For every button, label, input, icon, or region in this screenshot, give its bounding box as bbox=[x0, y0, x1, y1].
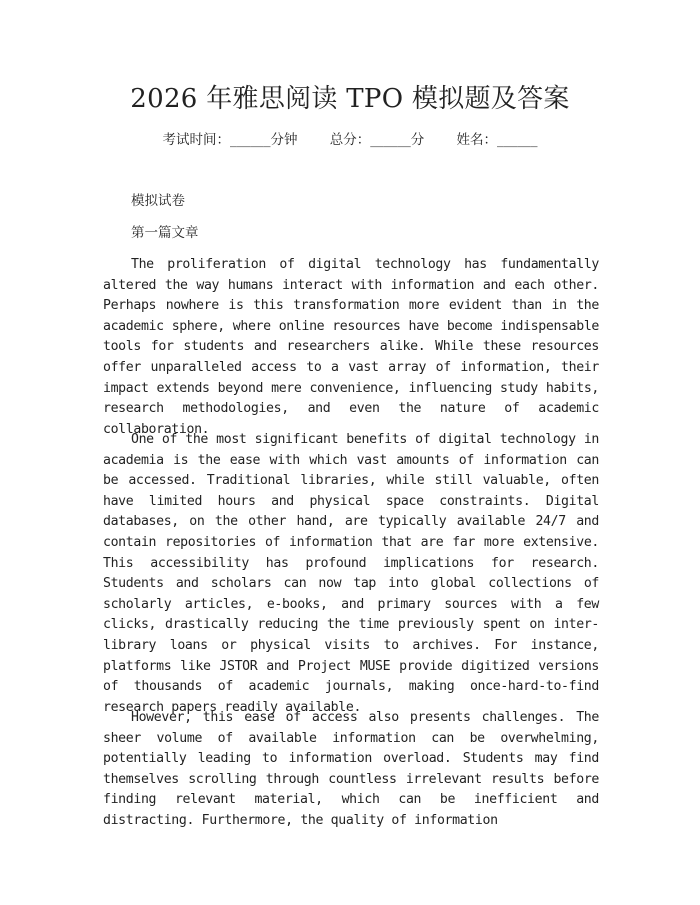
passage-paragraph-2: One of the most significant benefits of digital technology in academia is the ease with which vast amounts of information can be accessed. Traditional libraries, while still valuable, often have limited hours and physical space constraints. Digital databases, on the other hand, are typically available 24/7 and contain repositories of information that are far more extensive. This accessibility has profound implications for research. Students and scholars can now tap into global collections of scholarly articles, e-books, and primary sources with a few clicks, drastically reducing the time previously spent on inter-library loans or physical visits to archives. For instance, platforms like JSTOR and Project MUSE provide digitized versions of thousands of academic journals, making once-hard-to-find research papers readily available. bbox=[103, 432, 599, 715]
section-heading: 模拟试卷 bbox=[131, 193, 185, 209]
passage-paragraph-1: The proliferation of digital technology has fundamentally altered the way humans interact with information and each other. Perhaps nowhere is this transformation more evident than in the academic sphere, where online resources have become indispensable tools for students and researchers alike. While these resources offer unparalleled access to a vast array of information, their impact extends beyond mere convenience, influencing study habits, research methodologies, and even the nature of academic collaboration. bbox=[103, 257, 599, 437]
total-score-field: 总分：______分 bbox=[329, 132, 425, 148]
exam-info-line bbox=[0, 130, 700, 150]
document-title: 2026 年雅思阅读 TPO 模拟题及答案 bbox=[130, 84, 570, 114]
passage-paragraph-3: However, this ease of access also presents challenges. The sheer volume of available information can be overwhelming, potentially leading to information overload. Students may find themselves scrolling through countless irrelevant results before finding relevant material, which can be inefficient and distracting. Furthermore, the quality of information bbox=[103, 710, 599, 828]
passage-heading: 第一篇文章 bbox=[131, 225, 199, 241]
exam-time-field: 考试时间：______分钟 bbox=[162, 132, 298, 148]
student-name-field: 姓名：______ bbox=[456, 132, 538, 148]
